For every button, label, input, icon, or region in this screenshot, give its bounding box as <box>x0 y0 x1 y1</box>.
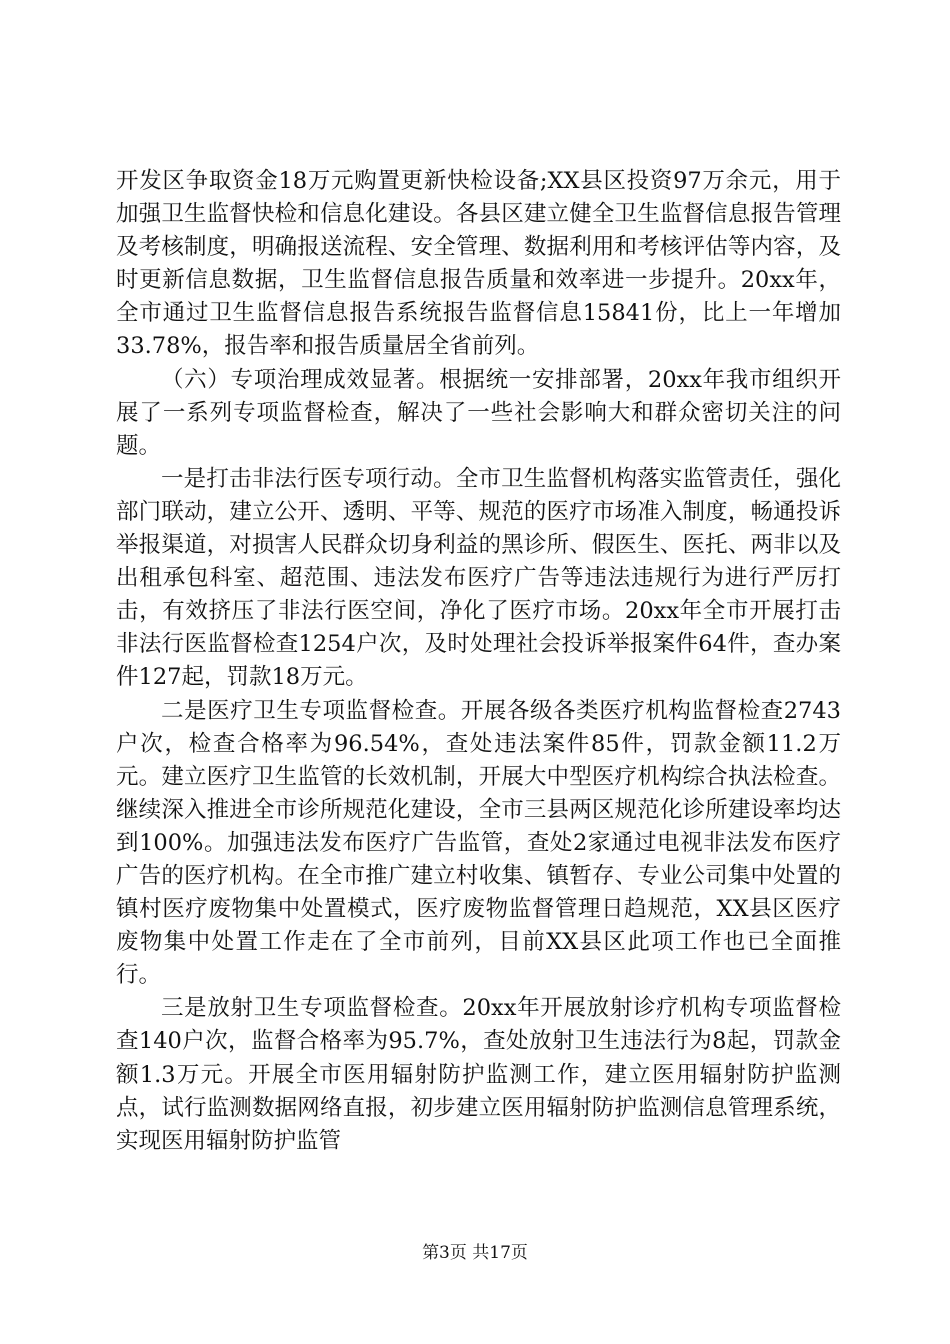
body-text <box>116 165 841 1158</box>
paragraph-2: （六）专项治理成效显著。根据统一安排部署，20xx年我市组织开展了一系列专项监督检查，解决了一些社会影响大和群众密切关注的问题。 <box>116 366 841 459</box>
paragraph-3: 一是打击非法行医专项行动。全市卫生监督机构落实监管责任，强化部门联动，建立公开、透明、平等、规范的医疗市场准入制度，畅通投诉举报渠道，对损害人民群众切身利益的黑诊所、假医生、医托、两非以及出租承包科室、超范围、违法发布医疗广告等违法违规行为进行严厉打击，有效挤压了非法行医空间，净化了医疗市场。20xx年全市开展打击非法行医监督检查1254户次，及时处理社会投诉举报案件64件，查办案件127起，罚款18万元。 <box>116 465 841 691</box>
page-footer: 第3页 共17页 <box>422 1243 528 1263</box>
paragraph-5: 三是放射卫生专项监督检查。20xx年开展放射诊疗机构专项监督检查140户次，监督合格率为95.7%，查处放射卫生违法行为8起，罚款金额1.3万元。开展全市医用辐射防护监测工作，建立医用辐射防护监测点，试行监测数据网络直报，初步建立医用辐射防护监测信息管理系统，实现医用辐射防护监管 <box>116 995 841 1154</box>
paragraph-4: 二是医疗卫生专项监督检查。开展各级各类医疗机构监督检查2743户次，检查合格率为96.54%，查处违法案件85件，罚款金额11.2万元。建立医疗卫生监管的长效机制，开展大中型医疗机构综合执法检查。继续深入推进全市诊所规范化建设，全市三县两区规范化诊所建设率均达到100%。加强违法发布医疗广告监管，查处2家通过电视非法发布医疗广告的医疗机构。在全市推广建立村收集、镇暂存、专业公司集中处置的镇村医疗废物集中处置模式，医疗废物监督管理日趋规范，XX县区医疗废物集中处置工作走在了全市前列，目前XX县区此项工作也已全面推行。 <box>116 697 841 989</box>
paragraph-1: 开发区争取资金18万元购置更新快检设备;XX县区投资97万余元，用于加强卫生监督快检和信息化建设。各县区建立健全卫生监督信息报告管理及考核制度，明确报送流程、安全管理、数据利用和考核评估等内容，及时更新信息数据，卫生监督信息报告质量和效率进一步提升。20xx年，全市通过卫生监督信息报告系统报告监督信息15841份，比上一年增加33.78%，报告率和报告质量居全省前列。 <box>116 168 841 360</box>
